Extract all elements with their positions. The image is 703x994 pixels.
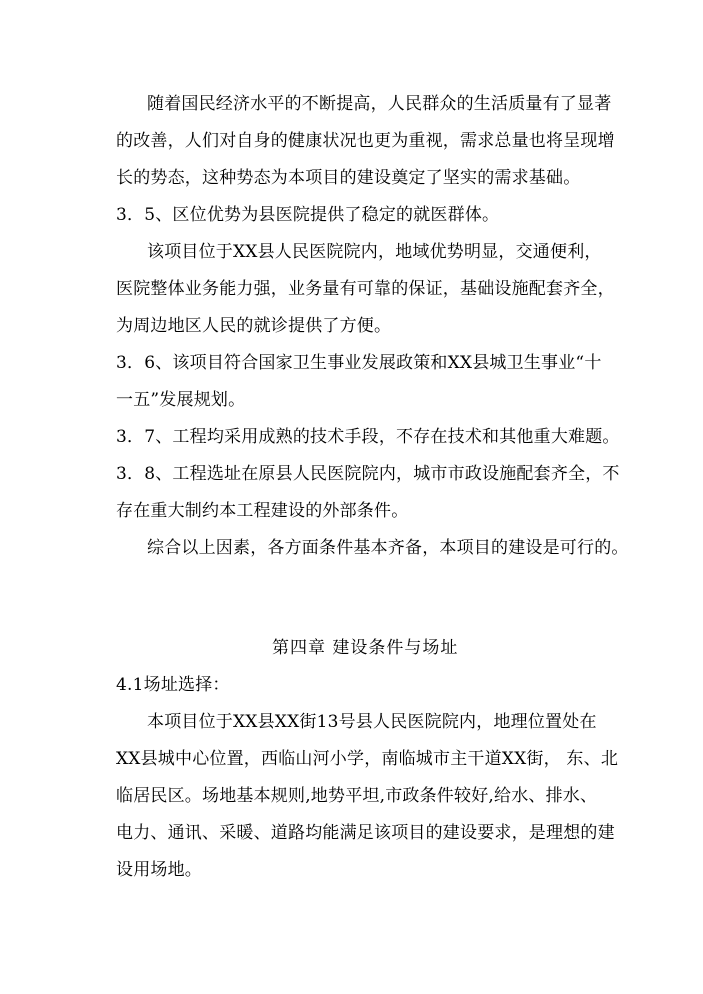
item-3-5-body-line-2: 医院整体业务能力强，业务量有可靠的保证，基础设施配套齐全， (116, 279, 615, 299)
chapter4-body-line-4: 电力、通讯、采暖、道路均能满足该项目的建设要求，是理想的建 (116, 823, 615, 843)
chapter4-body-line-1: 本项目位于XX县XX街13号县人民医院院内，地理位置处在 (147, 712, 597, 732)
item-3-8-line-1: 3．8、工程选址在原县人民医院院内，城市市政设施配套齐全，不 (116, 464, 620, 484)
intro-line-1: 随着国民经济水平的不断提高，人民群众的生活质量有了显著 (147, 94, 612, 114)
item-3-7: 3．7、工程均采用成熟的技术手段，不存在技术和其他重大难题。 (116, 427, 620, 447)
item-3-5-heading: 3．5、区位优势为县医院提供了稳定的就医群体。 (116, 205, 500, 225)
item-3-5-body-line-3: 为周边地区人民的就诊提供了方便。 (116, 316, 392, 336)
item-3-8-line-2: 存在重大制约本工程建设的外部条件。 (116, 501, 409, 521)
subheading-4-1: 4.1场址选择： (116, 675, 230, 695)
item-3-5-body-line-1: 该项目位于XX县人民医院院内，地域优势明显，交通便利， (147, 242, 602, 262)
chapter-title: 第四章 建设条件与场址 (272, 638, 459, 658)
item-3-6-line-1: 3．6、该项目符合国家卫生事业发展政策和XX县城卫生事业“十 (116, 353, 602, 373)
intro-line-3: 长的势态，这种势态为本项目的建设奠定了坚实的需求基础。 (116, 168, 581, 188)
conclusion: 综合以上因素，各方面条件基本齐备，本项目的建设是可行的。 (147, 538, 629, 558)
intro-line-2: 的改善，人们对自身的健康状况也更为重视，需求总量也将呈现增 (116, 131, 615, 151)
item-3-6-line-2: 一五”发展规划。 (116, 390, 246, 410)
chapter4-body-line-2: XX县城中心位置，西临山河小学，南临城市主干道XX街， 东、北 (116, 749, 619, 769)
chapter4-body-line-3: 临居民区。场地基本规则,地势平坦,市政条件较好,给水、排水、 (116, 786, 598, 806)
chapter4-body-line-5: 设用场地。 (116, 860, 202, 880)
